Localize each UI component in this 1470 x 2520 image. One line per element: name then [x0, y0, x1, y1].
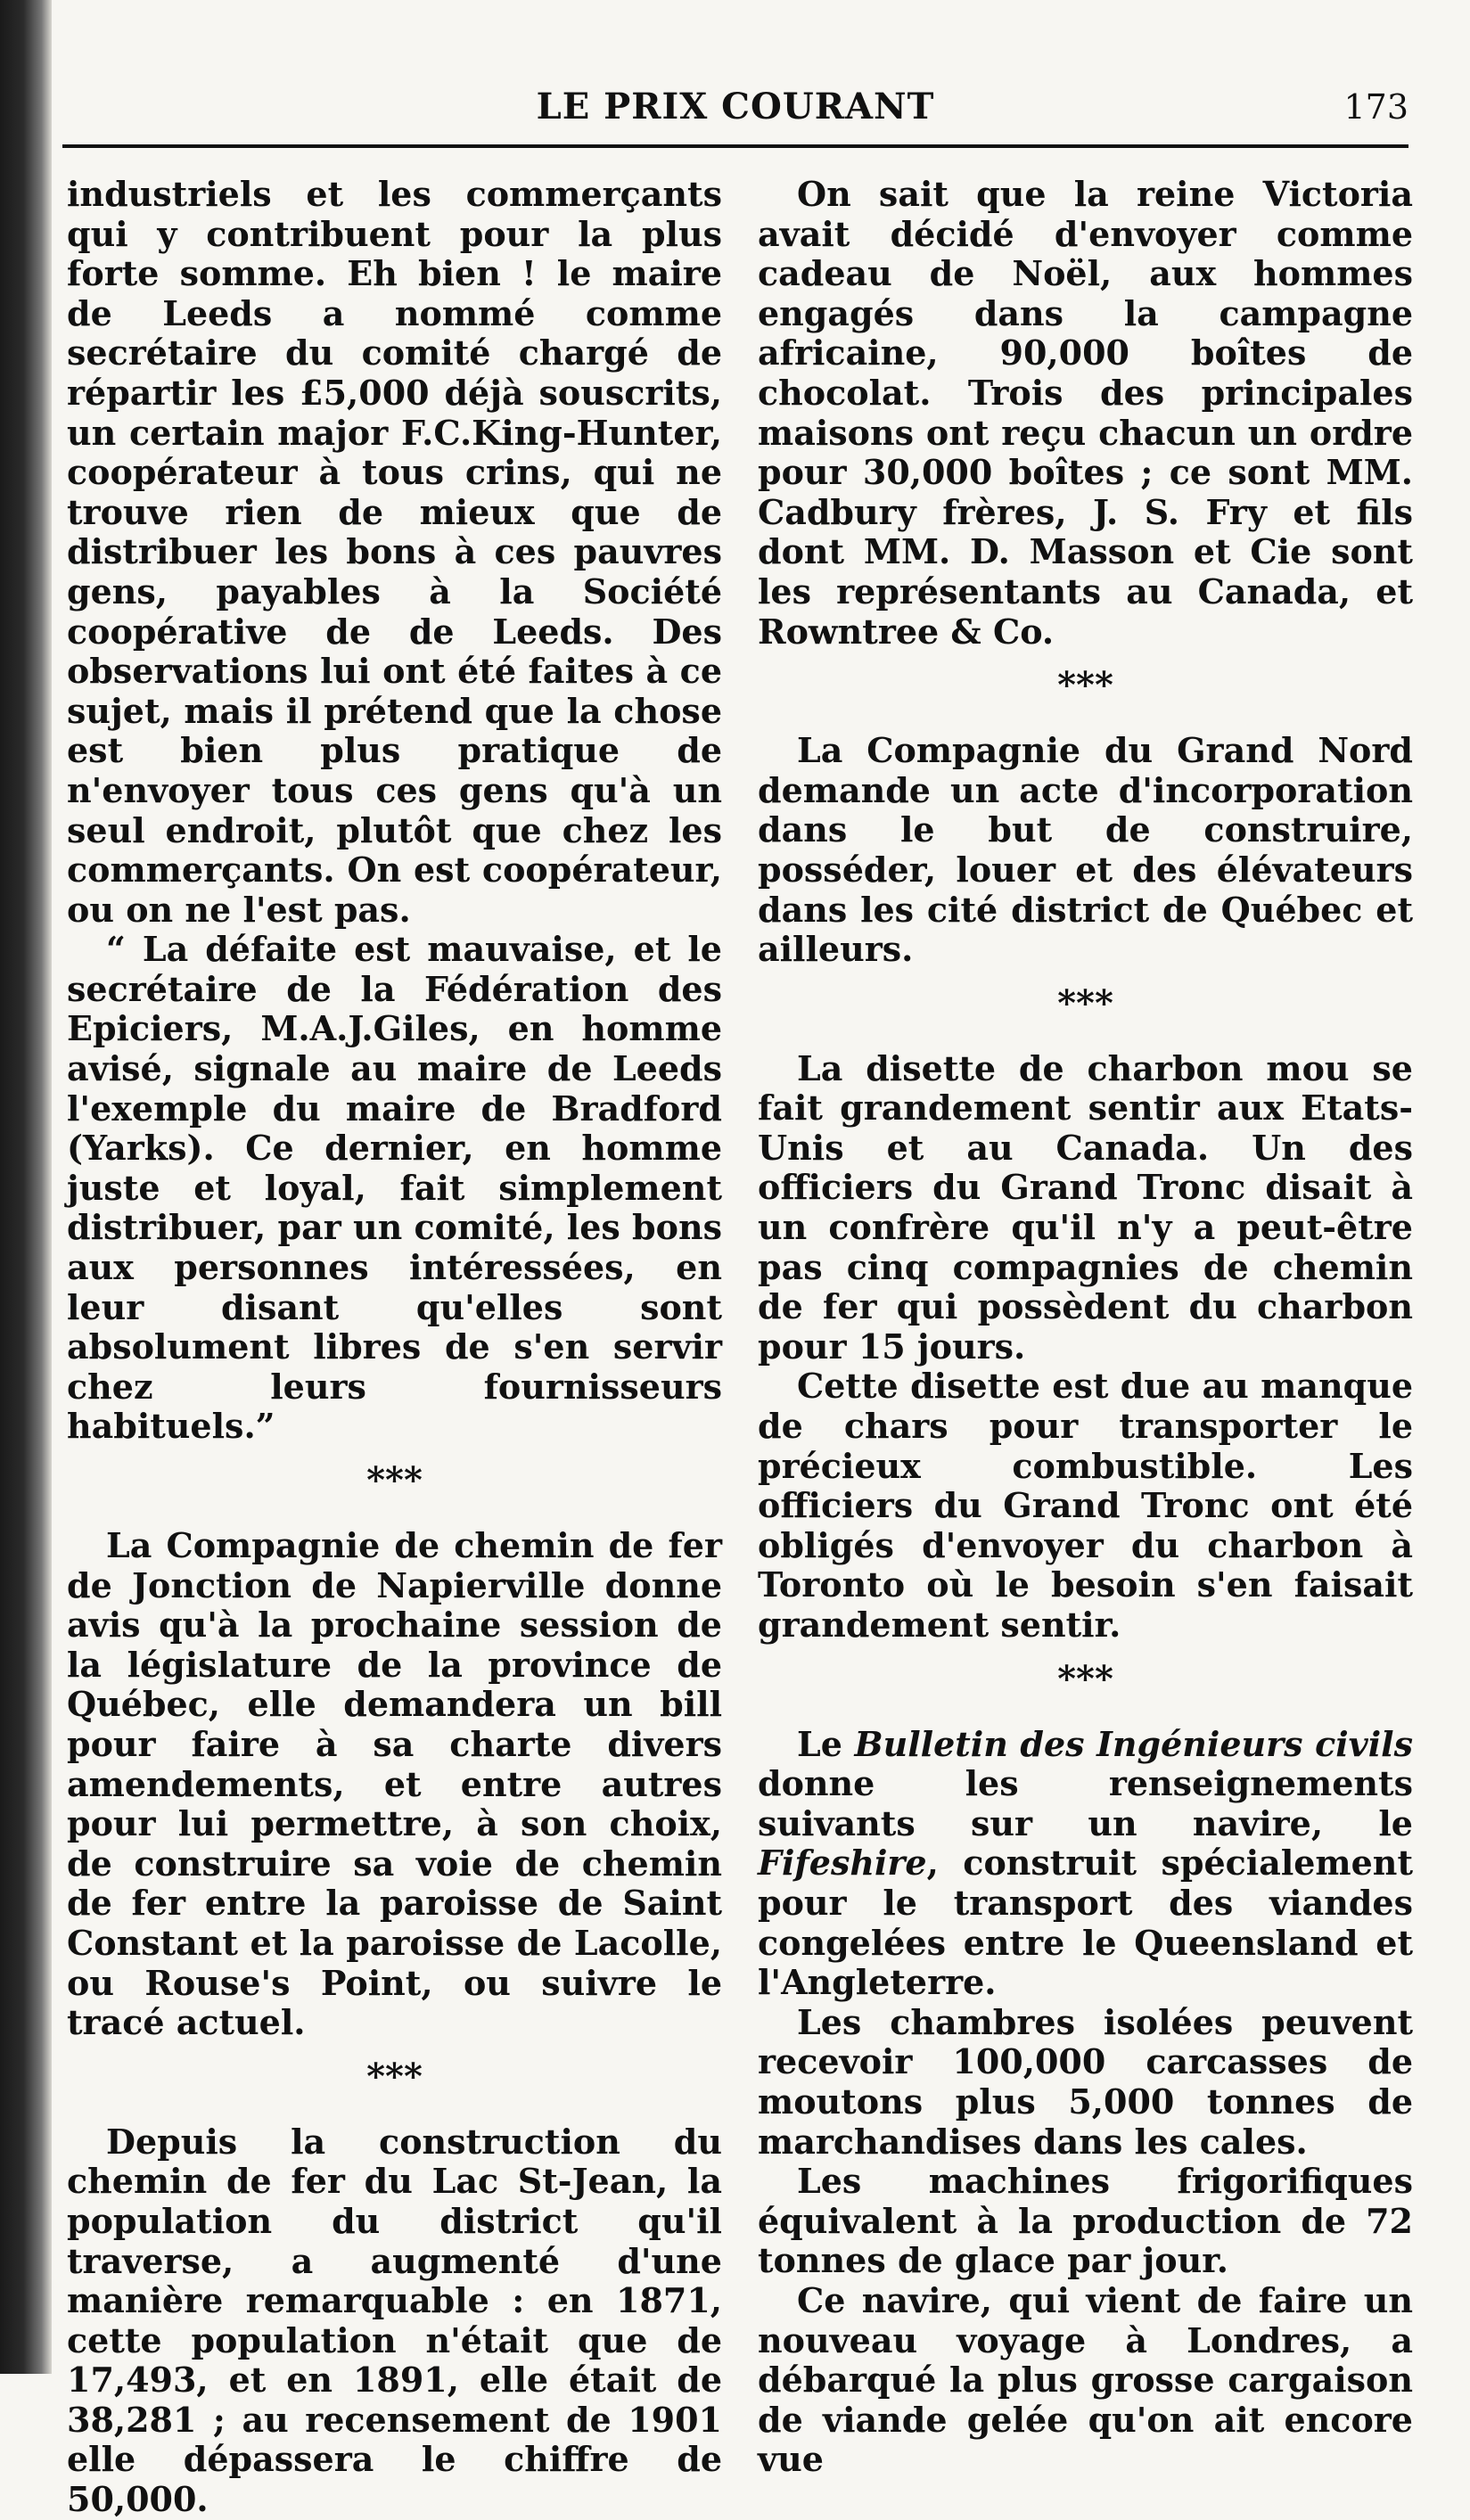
section-separator: *** — [1057, 981, 1113, 1024]
article-paragraph: La Compagnie de chemin de fer de Jonction de Napierville donne avis qu'à la prochaine session de la législature de la province de Québec, elle demandera un bill pour faire à sa charte divers amendements, et entre autres pour lui permettre, à son choix, de construire sa voie de chemin de fer entre la paroisse de Saint Constant et la paroisse de Lacolle, ou Rouse's Point, ou suivre le tracé actuel. — [67, 1525, 722, 2043]
header-rule — [62, 144, 1408, 148]
section-separator: *** — [1057, 664, 1113, 707]
article-paragraph: “ La défaite est mauvaise, et le secrétaire de la Fédération des Epiciers, M.A.J.Giles, en homme avisé, signale au maire de Leeds l'exemple du maire de Bradford (Yarks). Ce dernier, en homme juste et loyal, fait simplement distribuer, par un comité, les bons aux personnes intéressées, en leur disant qu'elles sont absolument libres de s'en servir chez leurs fournisseurs habituels.” — [67, 929, 722, 1447]
italic-title: Fifeshire — [758, 1843, 927, 1884]
book-binding-shadow — [0, 0, 52, 2374]
article-paragraph: On sait que la reine Victoria avait décidé d'envoyer comme cadeau de Noël, aux hommes engagés dans la campagne africaine, 90,000 boîtes de chocolat. Trois des principales maisons ont reçu chacun un ordre pour 30,000 boîtes ; ce sont MM. Cadbury frères, J. S. Fry et fils dont MM. D. Masson et Cie sont les représentants au Canada, et Rowntree & Co. — [758, 174, 1413, 652]
italic-title: Bulletin des Ingénieurs civils — [854, 1723, 1414, 1764]
section-separator: *** — [1057, 1657, 1113, 1700]
article-paragraph: Les chambres isolées peuvent recevoir 100,000 carcasses de moutons plus 5,000 tonnes de marchandises dans les cales. — [758, 2001, 1413, 2162]
text-run: Le — [797, 1723, 855, 1764]
article-paragraph: La disette de charbon mou se fait grandement sentir aux Etats-Unis et au Canada. Un des officiers du Grand Tronc disait à un confrère qu'il n'y a peut-être pas cinq compagnies de chemin de fer qui possèdent du charbon pour 15 jours. — [758, 1047, 1413, 1367]
article-paragraph: Ce navire, qui vient de faire un nouveau voyage à Londres, a débarqué la plus grosse cargaison de viande gelée qu'on ait encore vue — [758, 2279, 1413, 2480]
page-number: 173 — [1343, 87, 1408, 127]
article-paragraph: Cette disette est due au manque de chars pour transporter le précieux combustible. Les officiers du Grand Tronc ont été obligés d'envoyer du charbon à Toronto où le besoin s'en faisait grandement sentir. — [758, 1366, 1413, 1645]
text-run: donne les renseignements suivants sur un navire, le — [758, 1763, 1413, 1843]
left-column — [67, 175, 722, 2520]
right-column — [758, 175, 1413, 2480]
article-paragraph: industriels et les commerçants qui y contribuent pour la plus forte somme. Eh bien ! le maire de Leeds a nommé comme secrétaire du comité chargé de répartir les £5,000 déjà souscrits, un certain major F.C.King-Hunter, coopérateur à tous crins, qui ne trouve rien de mieux que de distribuer les bons à ces pauvres gens, payables à la Société coopérative de de Leeds. Des observations lui ont été faites à ce sujet, mais il prétend que la chose est bien plus pratique de n'envoyer tous ces gens qu'à un seul endroit, plutôt que chez les commerçants. On est coopérateur, ou on ne l'est pas. — [67, 174, 722, 930]
section-separator: *** — [366, 2055, 423, 2097]
article-paragraph — [758, 1725, 1413, 2003]
running-title: LE PRIX COURANT — [536, 86, 935, 127]
article-paragraph: Depuis la construction du chemin de fer du Lac St-Jean, la population du district qu'il traverse, a augmenté d'une manière remarquable : en 1871, cette population n'était que de 17,493, et en 1891, elle était de 38,281 ; au recensement de 1901 elle dépassera le chiffre de 50,000. — [67, 2121, 722, 2520]
article-paragraph: Les machines frigorifiques équivalent à la production de 72 tonnes de glace par jour. — [758, 2161, 1413, 2281]
page-header — [62, 86, 1408, 139]
article-paragraph: La Compagnie du Grand Nord demande un acte d'incorporation dans le but de construire, posséder, louer et des élévateurs dans les cité district de Québec et ailleurs. — [758, 730, 1413, 970]
text-run: , construit spécialement pour le transport des viandes congelées entre le Queensland et l'Angleterre. — [758, 1843, 1413, 2003]
section-separator: *** — [366, 1459, 423, 1501]
